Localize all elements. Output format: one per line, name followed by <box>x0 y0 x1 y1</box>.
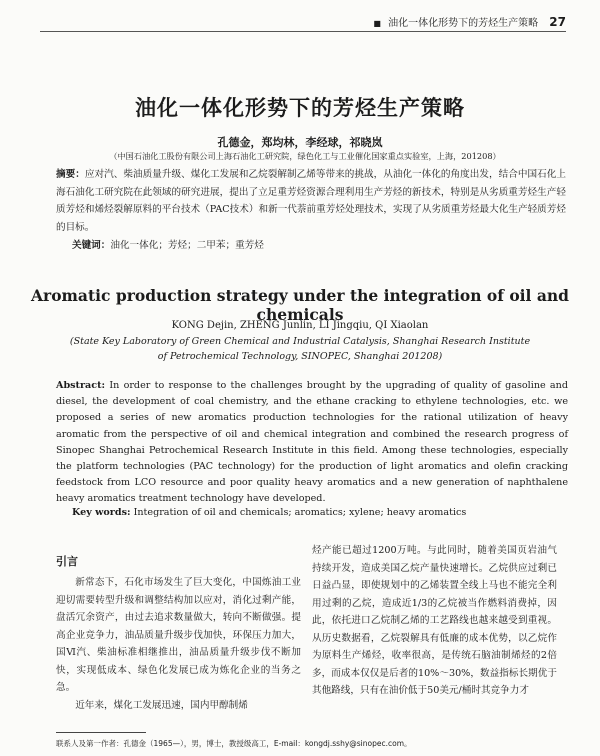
header-rule <box>40 31 566 32</box>
body-column-right <box>312 542 557 700</box>
section-heading-introduction: 引言 <box>56 555 78 568</box>
keywords-text-chinese: 油化一体化；芳烃；二甲苯；重芳烃 <box>110 240 264 251</box>
title-english: Aromatic production strategy under the integration of oil and chemicals <box>31 286 569 324</box>
keywords-english <box>72 507 466 518</box>
paragraph: 烃产能已超过1200万吨。与此同时，随着美国页岩油气持续开发，造成美国乙烷产量快速增长。乙烷供应过剩已日益凸显，即使规划中的乙烯装置全线上马也不能完全利用过剩的乙烷，造成近1/3的乙烷被当作燃料消费掉，因此，依托进口乙烷制乙烯的工艺路线也越来越受到重视。从历史数据看，乙烷裂解具有低廉的成本优势，以乙烷作为原料生产烯烃，收率很高，是传统石脑油制烯烃的2倍多，而成本仅仅是后者的10%～30%，数益指标长期优于其他路线，只有在油价低于50美元/桶时其竞争力才 <box>312 545 557 696</box>
abstract-chinese <box>56 166 566 236</box>
affiliation-chinese: （中国石油化工股份有限公司上海石油化工研究院，绿色化工与工业催化国家重点实验室，上海，201208） <box>109 151 501 161</box>
authors-english: KONG Dejin, ZHENG Junlin, LI Jingqiu, QI Xiaolan <box>171 320 429 331</box>
abstract-text-english: In order to response to the challenges brought by the upgrading of quality of gasoline and diesel, the development of coal chemistry, and the ethane cracking to ethylene technologies, etc. we proposed a series of new aromatics production technologies for the rational utilization of heavy aromatic from the perspective of oil and chemical integration and combined the research progress of Sinopec Shanghai Petrochemical Research Institute in this field. Among these technologies, especially the platform technologies (PAC technology) for the production of light aromatics and olefin cracking feedstock from LCO resource and poor quality heavy aromatics and a new generation of naphthalene heavy aromatics treatment technology have developed. <box>56 380 568 505</box>
paragraph: 近年来，煤化工发展迅速，国内甲醇制烯 <box>75 699 248 711</box>
abstract-label-chinese: 摘要： <box>56 169 85 180</box>
footnote: 联系人及第一作者：孔德金（1965—），男，博士，教授级高工，E-mail：kongdj.sshy@sinopec.com。 <box>56 739 412 748</box>
paragraph: 新常态下，石化市场发生了巨大变化，中国炼油工业迎切需要转型升级和调整结构加以应对，消化过剩产能，盘活冗余资产，由过去追求数量做大，转向不断做强。提高企业竞争力，油品质量升级步伐加快，环保压力加大，国Ⅵ汽、柴油标准相继推出，油品质量升级步伐不断加快，实现低成本、绿色化发展已成为炼化企业的当务之急。 <box>56 577 301 693</box>
affiliation-english-line2: of Petrochemical Technology, SINOPEC, Shanghai 201208) <box>157 351 443 362</box>
title-chinese: 油化一体化形势下的芳烃生产策略 <box>135 96 465 120</box>
running-title: 油化一体化形势下的芳烃生产策略 <box>388 18 539 29</box>
keywords-label-english: Key words: <box>72 507 131 518</box>
affiliation-english-line1: (State Key Laboratory of Green Chemical and Industrial Catalysis, Shanghai Research Institute <box>69 336 531 347</box>
header-square-icon: ■ <box>373 19 381 28</box>
running-header <box>373 14 566 29</box>
keywords-chinese <box>72 237 264 251</box>
authors-chinese: 孔德金，郑均林，李经球，祁晓岚 <box>217 136 383 149</box>
footnote-rule <box>56 732 146 733</box>
abstract-text-chinese: 应对汽、柴油质量升级、煤化工发展和乙烷裂解制乙烯等带来的挑战，从油化一体化的角度出发，结合中国石化上海石油化工研究院在此领域的研究进展，提出了立足重芳烃资源合理利用生产芳烃的新技术，特别是从劣质重芳烃生产轻质芳烃和烯烃裂解原料的平台技术（PAC技术）和新一代萘前重芳烃处理技术，实现了从劣质重芳烃最大化生产轻质芳烃的目标。 <box>56 169 567 233</box>
keywords-text-english: Integration of oil and chemicals; aromatics; xylene; heavy aromatics <box>133 507 467 518</box>
abstract-label-english: Abstract: <box>56 380 106 391</box>
keywords-label-chinese: 关键词： <box>72 240 111 251</box>
body-column-left <box>56 574 301 714</box>
page-number: 27 <box>549 15 566 29</box>
abstract-english <box>56 378 568 508</box>
